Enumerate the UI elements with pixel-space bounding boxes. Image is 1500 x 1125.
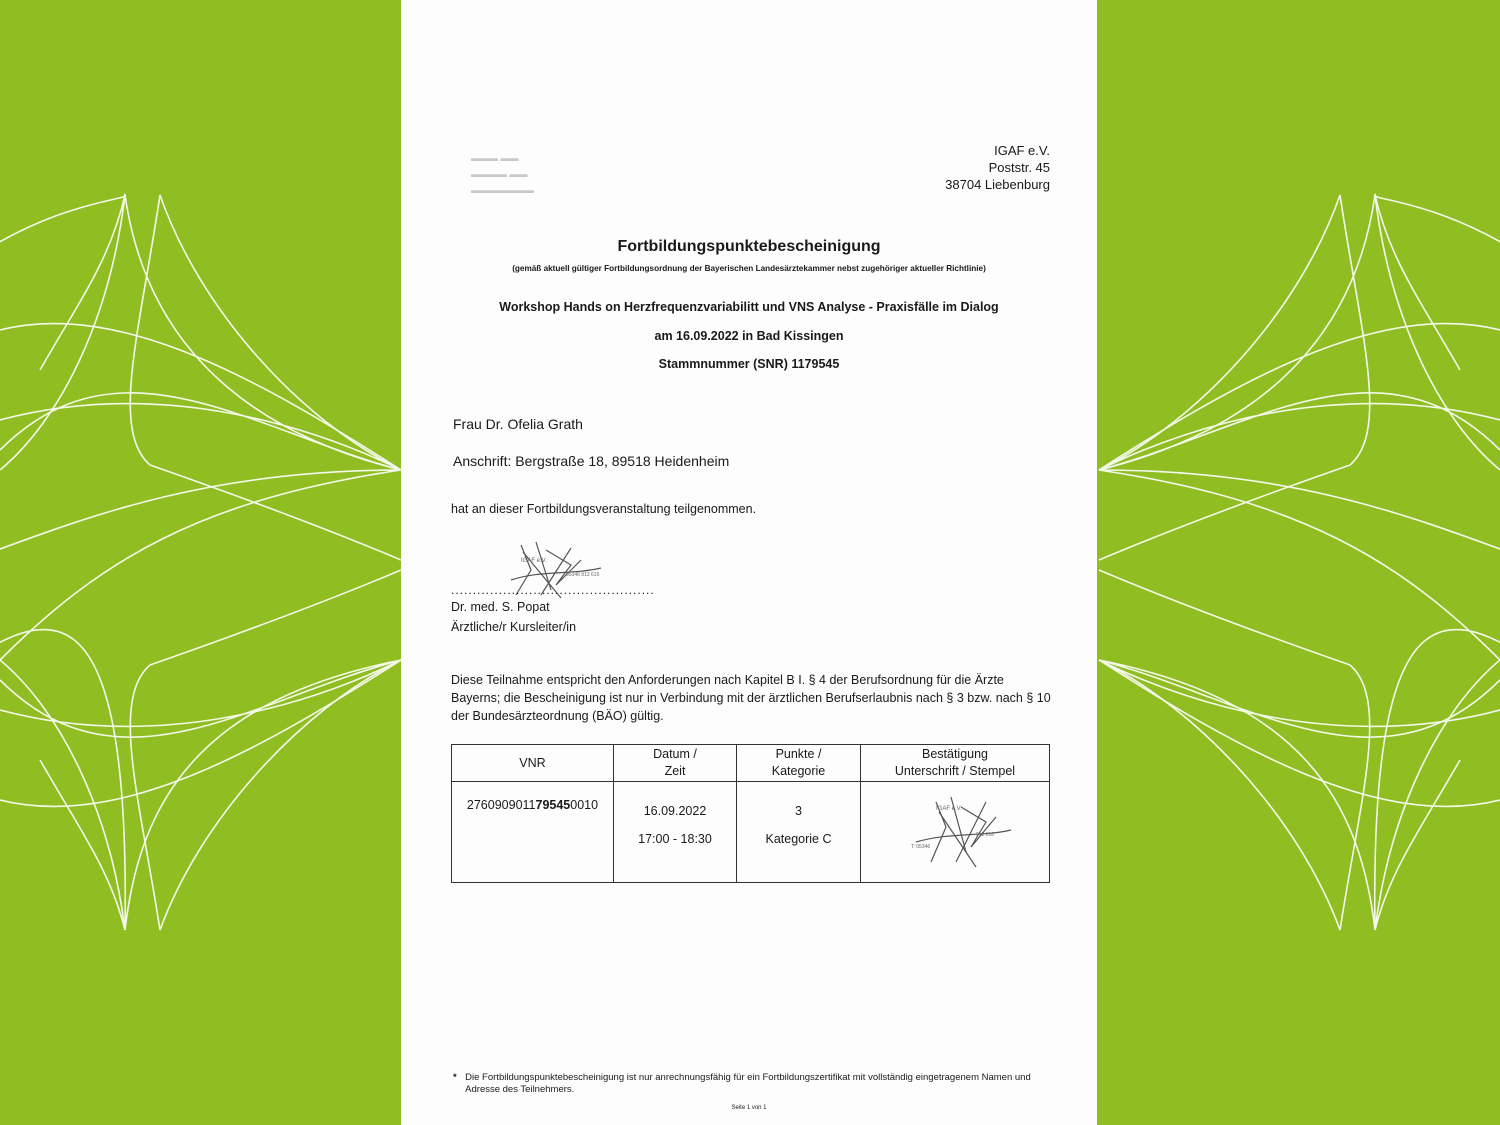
- course-leader-role: Ärztliche/r Kursleiter/in: [451, 620, 577, 634]
- header-vnr: VNR: [452, 745, 614, 782]
- participation-statement: hat an dieser Fortbildungsveranstaltung teilgenommen.: [451, 502, 757, 516]
- sender-org: IGAF e.V.: [994, 143, 1050, 158]
- certificate-document: [401, 0, 1097, 1125]
- points-table: [451, 744, 1050, 883]
- workshop-title: Workshop Hands on Herzfrequenzvariabilitt und VNS Analyse - Praxisfälle im Dialog: [499, 300, 999, 314]
- event-date-place: am 16.09.2022 in Bad Kissingen: [654, 329, 844, 343]
- pattern-lines-right: [1097, 0, 1500, 1125]
- footnote: [453, 1072, 1053, 1096]
- table-row: [452, 782, 1050, 883]
- svg-text:912 616: 912 616: [976, 832, 995, 838]
- bleed-through-text: ▬▬▬ ▬▬ ▬▬▬▬ ▬▬ ▬▬▬▬▬▬▬: [471, 153, 534, 195]
- svg-text:05346 912 616: 05346 912 616: [566, 572, 600, 578]
- certificate-title: Fortbildungspunktebescheinigung: [617, 238, 881, 255]
- decorative-pattern-right: [1097, 0, 1500, 1125]
- footnote-text: Die Fortbildungspunktebescheinigung ist nur anrechnungsfähig für ein Fortbildungszertifikat mit vollständig eingetragenem Namen und Adresse des Teilnehmers.: [465, 1072, 1031, 1095]
- svg-text:IGAF e.V.: IGAF e.V.: [521, 558, 547, 564]
- pattern-lines-left: [0, 0, 401, 1125]
- header-confirmation: Bestätigung Unterschrift / Stempel: [861, 745, 1050, 782]
- cell-signature-stamp: [861, 782, 1050, 883]
- table-header-row: [452, 745, 1050, 782]
- signature-stamp-image: [881, 782, 1021, 872]
- signature-line: ...............................................: [451, 583, 655, 597]
- footnote-star: *: [453, 1072, 457, 1083]
- svg-text:IGAF e.V.: IGAF e.V.: [936, 806, 962, 812]
- certificate-subtitle: (gemäß aktuell gültiger Fortbildungsordnung der Bayerischen Landesärztekammer nebst zugehöriger aktueller Richtlinie): [512, 264, 986, 273]
- sender-city: 38704 Liebenburg: [945, 177, 1050, 192]
- page-number: Seite 1 von 1: [731, 1105, 767, 1111]
- svg-text:T: 05346: T: 05346: [911, 844, 931, 850]
- recipient-name: Frau Dr. Ofelia Grath: [453, 416, 583, 432]
- course-leader-name: Dr. med. S. Popat: [451, 600, 550, 614]
- cell-date-time: 16.09.2022 17:00 - 18:30: [614, 782, 737, 883]
- cell-vnr: 2760909011795450010: [452, 782, 614, 883]
- sender-street: Poststr. 45: [988, 160, 1050, 175]
- legal-notice: Diese Teilnahme entspricht den Anforderungen nach Kapitel B I. § 4 der Berufsordnung für die Ärzte Bayerns; die Bescheinigung ist nur in Verbindung mit der ärztlichen Berufserlaubnis nach § 3 bzw. nach § 10 der Bundesärzteordnung (BÄO) gültig.: [451, 673, 1051, 723]
- header-date: Datum / Zeit: [614, 745, 737, 782]
- header-points: Punkte / Kategorie: [737, 745, 861, 782]
- recipient-address: Anschrift: Bergstraße 18, 89518 Heidenheim: [453, 453, 730, 469]
- snr-number: Stammnummer (SNR) 1179545: [658, 357, 840, 371]
- cell-points-category: 3 Kategorie C: [737, 782, 861, 883]
- decorative-pattern-left: [0, 0, 401, 1125]
- sender-address: [945, 142, 1050, 193]
